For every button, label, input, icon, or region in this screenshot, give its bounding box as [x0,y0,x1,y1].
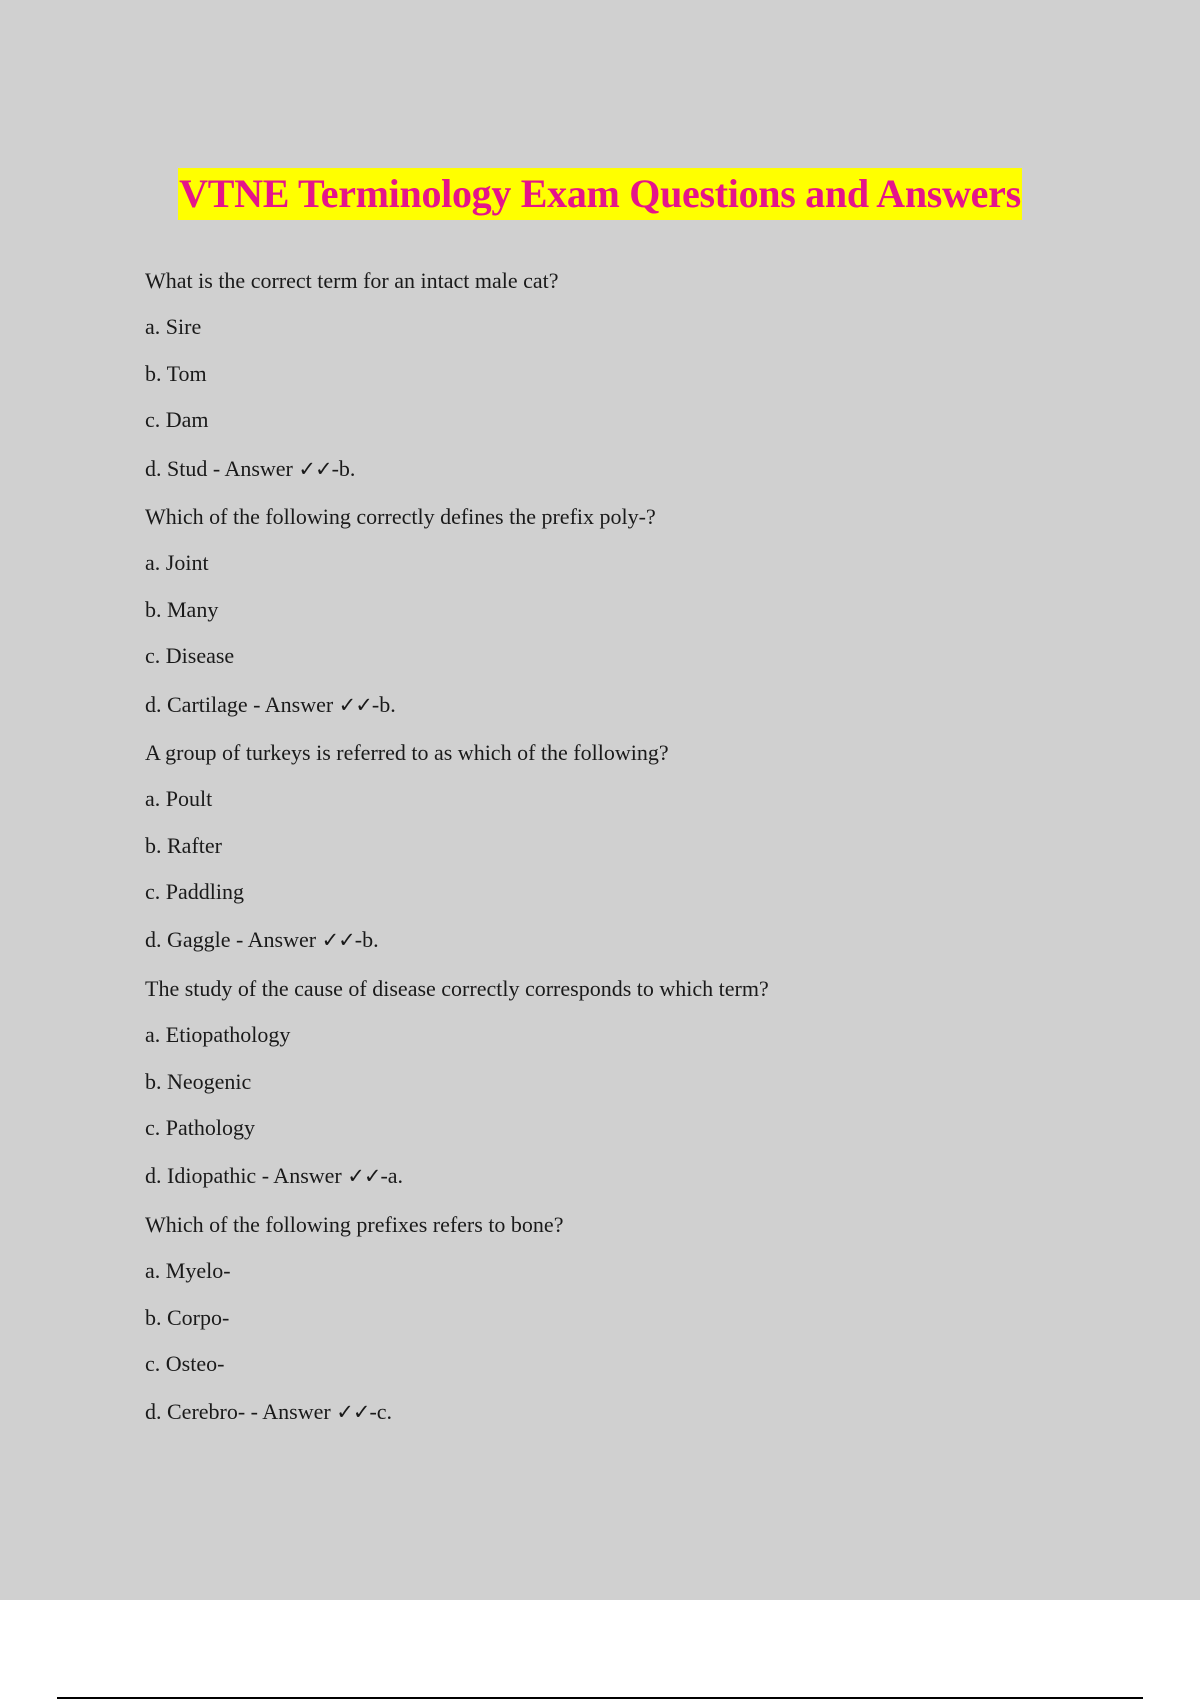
answer-key: -c. [369,1399,393,1425]
question-text: What is the correct term for an intact male cat? [145,268,559,293]
answer-option: a. Myelo- [145,1258,231,1284]
answer-option: c. Disease [145,643,235,669]
question-block [145,736,1145,972]
answer-option: a. Poult [145,786,213,812]
answer-option: c. Osteo- [145,1350,225,1376]
checkmark-icon: ✓✓ [321,928,355,953]
answer-option-with-key [145,921,1145,971]
option-text: d. Gaggle - Answer [145,927,322,953]
footer-divider [57,1697,1143,1699]
question-text: Which of the following correctly defines the prefix poly-? [145,503,656,529]
checkmark-icon: ✓✓ [347,1164,381,1189]
question-block [145,264,1145,500]
answer-option-with-key [145,450,1145,500]
answer-option: b. Neogenic [145,1068,252,1094]
question-text: The study of the cause of disease correctly corresponds to which term? [145,975,769,1001]
checkmark-icon: ✓✓ [338,692,372,717]
question-text: Which of the following prefixes refers to bone? [145,1211,564,1237]
title-container [0,168,1200,220]
answer-option: c. Pathology [145,1115,255,1141]
answer-option-with-key [145,1393,1145,1443]
answer-option-with-key [145,1157,1145,1207]
option-text: d. Idiopathic - Answer [145,1163,348,1189]
question-block [145,972,1145,1208]
answer-key: -a. [380,1163,404,1189]
option-text: d. Cerebro- - Answer [145,1399,337,1425]
answer-option: a. Etiopathology [145,1022,291,1048]
answer-option: b. Corpo- [145,1304,230,1330]
answer-option: b. Tom [145,360,207,386]
answer-option-with-key [145,686,1145,736]
question-block [145,500,1145,736]
answer-option: a. Sire [145,314,202,340]
answer-key: -b. [354,927,379,953]
answer-option: c. Paddling [145,879,244,905]
document-title: VTNE Terminology Exam Questions and Answers [178,168,1022,220]
checkmark-icon: ✓✓ [336,1400,370,1425]
question-block [145,1208,1145,1444]
answer-option: c. Dam [145,407,209,433]
option-text: d. Stud - Answer [145,455,299,481]
question-text: A group of turkeys is referred to as which of the following? [145,739,669,765]
checkmark-icon: ✓✓ [298,456,332,481]
option-text: d. Cartilage - Answer [145,691,339,717]
answer-option: b. Rafter [145,832,222,858]
answer-key: -b. [371,691,396,717]
answer-option: b. Many [145,596,219,622]
answer-key: -b. [331,455,356,481]
answer-option: a. Joint [145,550,209,576]
question-list [145,264,1145,1444]
